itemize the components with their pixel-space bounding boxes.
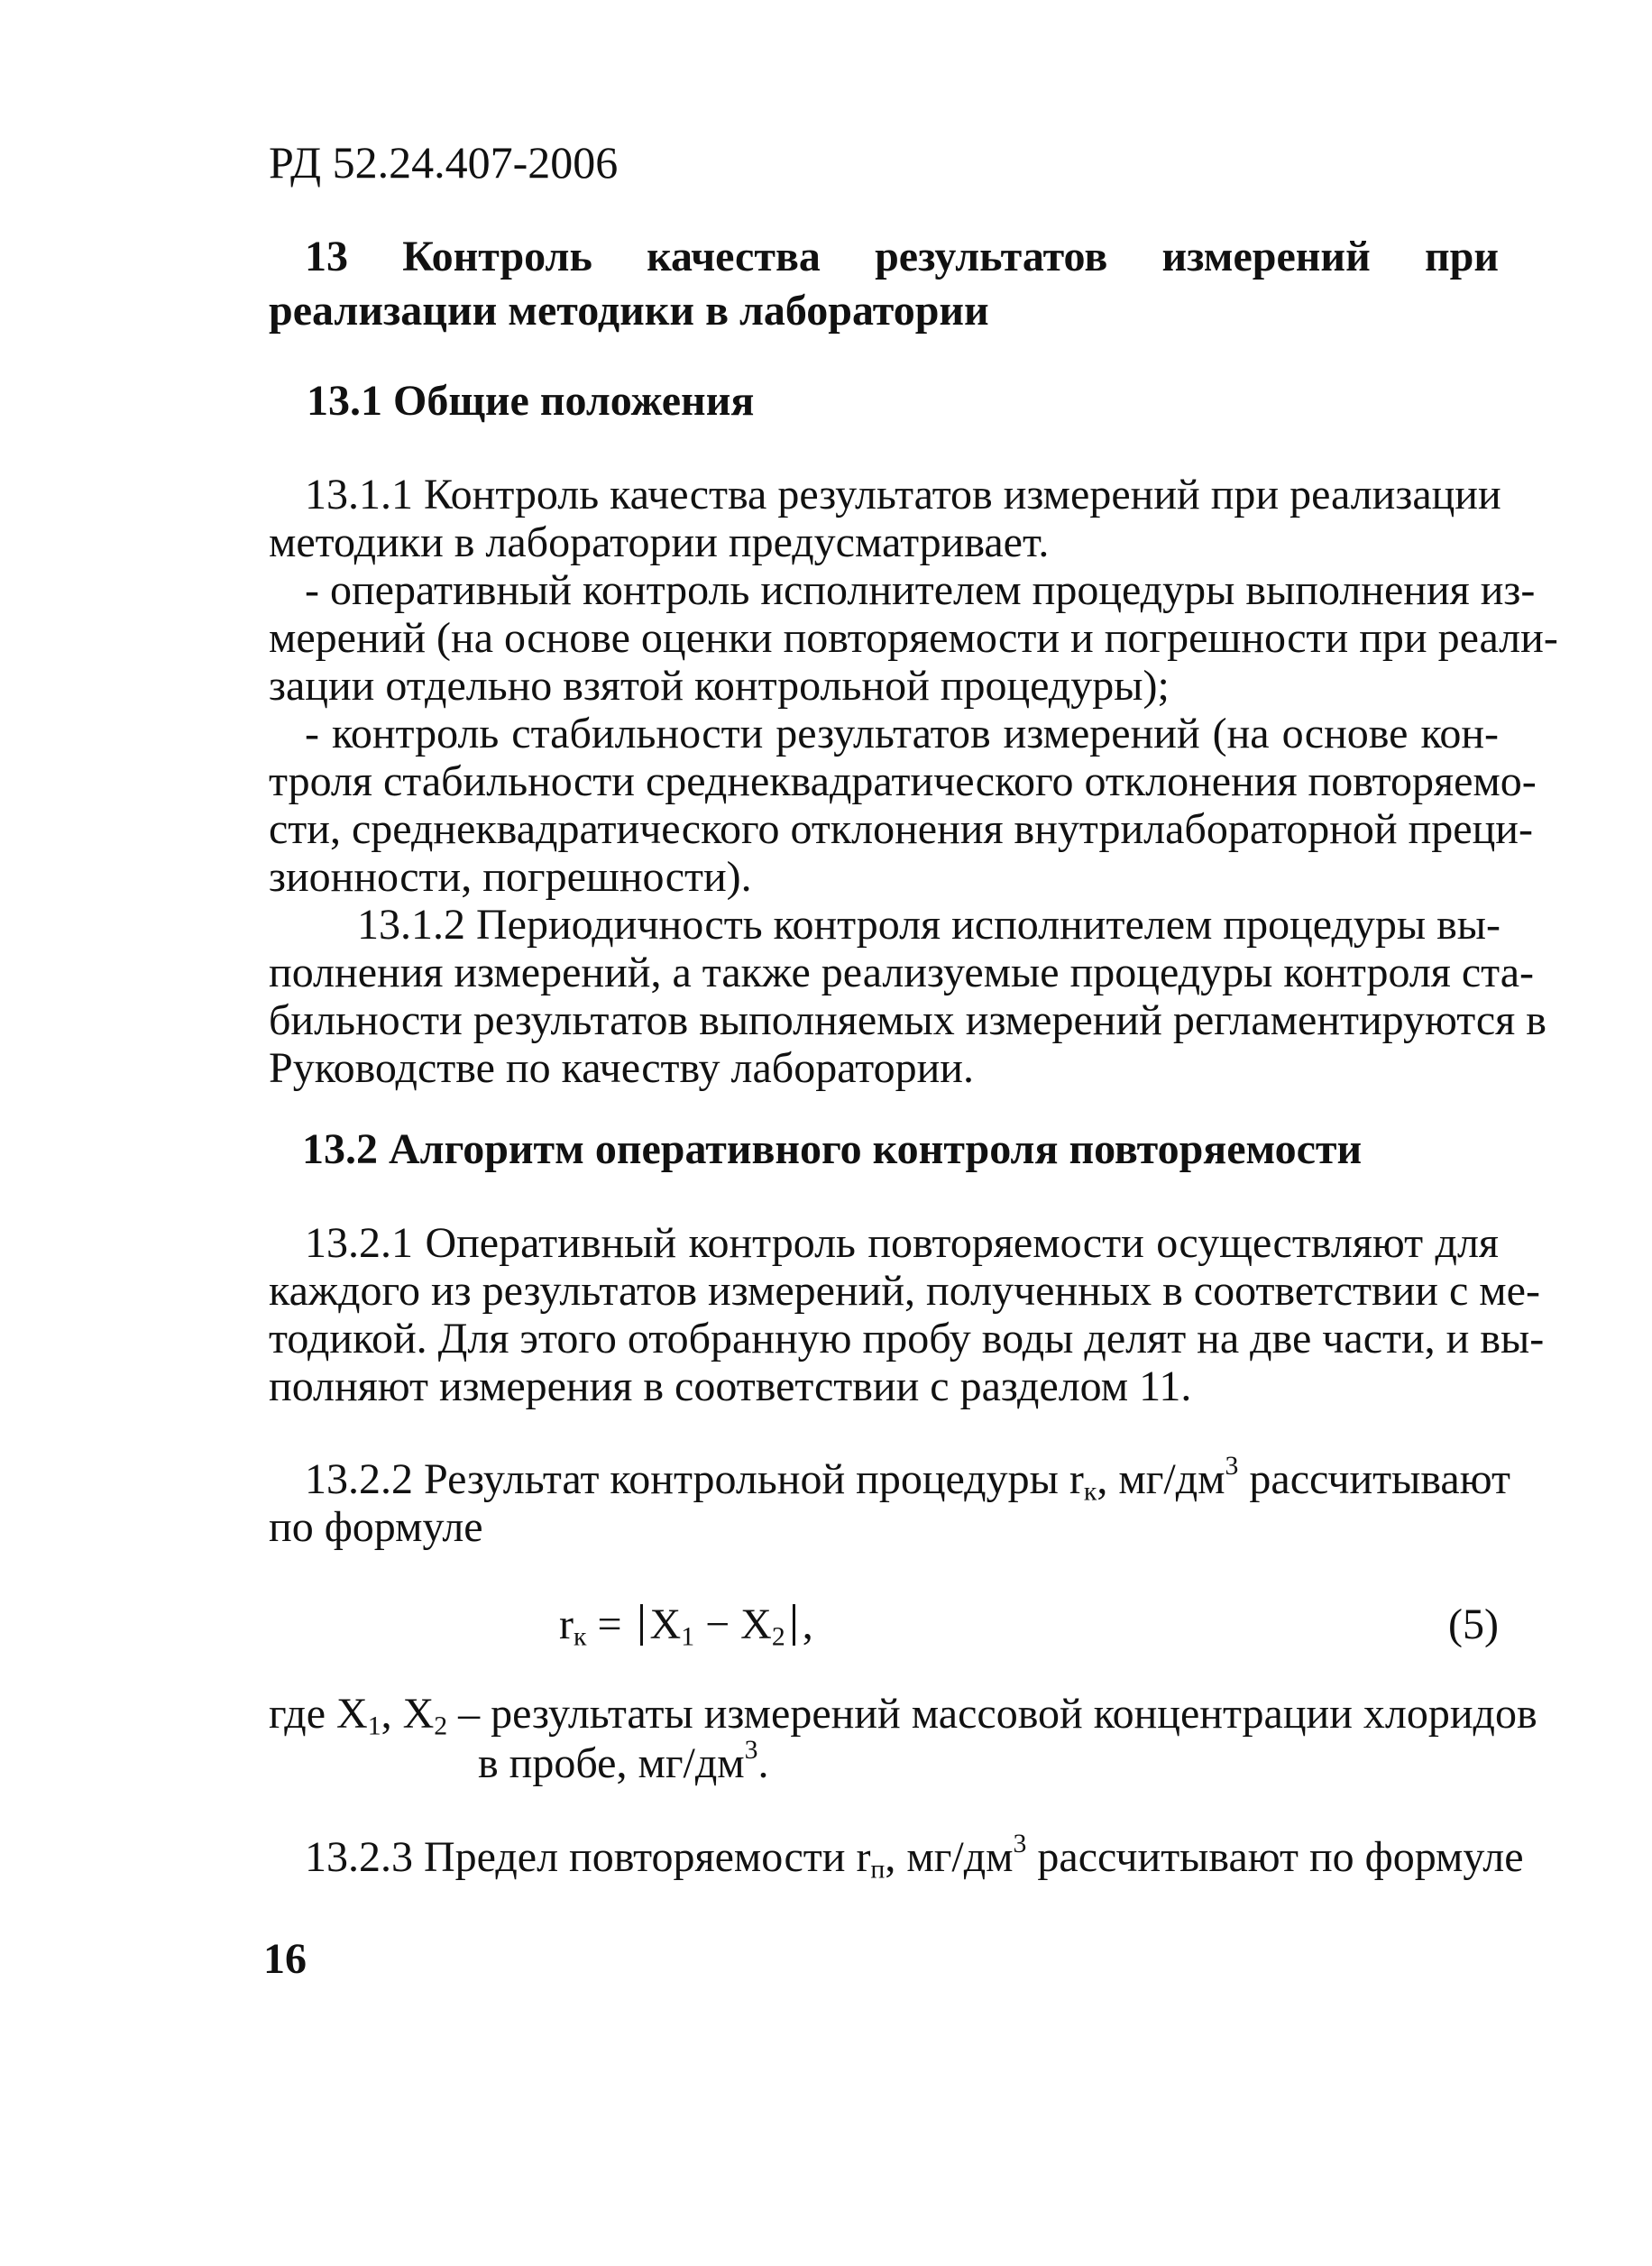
- text-line: сти, среднеквадратического отклонения внутрилабораторной преци-: [269, 805, 1533, 853]
- repeatability-limit-text: [269, 1829, 1524, 1885]
- abs-bar-right: [793, 1604, 795, 1646]
- text-line: каждого из результатов измерений, полученных в соответствии с ме-: [269, 1267, 1540, 1315]
- text-fragment: .: [757, 1739, 769, 1787]
- text-line: зионности, погрешности).: [269, 853, 752, 901]
- formula-symbol: r: [559, 1601, 574, 1648]
- formula-number: (5): [1448, 1601, 1499, 1648]
- text-line: тодикой. Для этого отобранную пробу воды делят на две части, и вы-: [269, 1315, 1545, 1362]
- text-line: зации отдельно взятой контрольной процедуры);: [269, 662, 1170, 710]
- subscript: к: [1083, 1476, 1097, 1507]
- text-line: [269, 1689, 1537, 1741]
- formula-symbol: X: [740, 1601, 772, 1648]
- text-line: бильности результатов выполняемых измерений регламентируются в: [269, 996, 1546, 1044]
- text-line: полняют измерения в соответствии с разделом 11.: [269, 1362, 1192, 1410]
- formula-comma: ,: [802, 1601, 813, 1648]
- superscript: 3: [1013, 1829, 1027, 1859]
- page-number: 16: [263, 1935, 307, 1983]
- formula-expression: [559, 1598, 813, 1652]
- text-line: - оперативный контроль исполнителем процедуры выполнения из-: [305, 566, 1536, 614]
- text-line: 13.1.1 Контроль качества результатов измерений при реализации: [305, 471, 1501, 518]
- subscript: 2: [434, 1711, 448, 1741]
- text-line: 13.1.2 Периодичность контроля исполнителем процедуры вы-: [357, 901, 1501, 949]
- text-line: мерений (на основе оценки повторяемости и погрешности при реали-: [269, 614, 1558, 662]
- subsection-title-general: 13.1 Общие положения: [307, 377, 755, 425]
- document-code: РД 52.24.407-2006: [269, 137, 619, 188]
- text-fragment: рассчитывают по формуле: [1026, 1833, 1524, 1881]
- text-line: методики в лаборатории предусматривает.: [269, 518, 1050, 566]
- subsection-title-algorithm: 13.2 Алгоритм оперативного контроля повторяемости: [302, 1125, 1363, 1173]
- control-result-text: [269, 1451, 1510, 1551]
- formula-minus: −: [694, 1601, 741, 1648]
- text-line: - контроль стабильности результатов измерений (на основе кон-: [305, 710, 1499, 757]
- formula-symbol: X: [649, 1601, 682, 1648]
- text-fragment: 13.2.3 Предел повторяемости r: [305, 1833, 871, 1881]
- text-fragment: , мг/дм: [885, 1833, 1014, 1881]
- superscript: 3: [744, 1735, 758, 1766]
- text-fragment: в пробе, мг/дм: [478, 1739, 745, 1787]
- text-line: [269, 1735, 1499, 1788]
- subscript: п: [870, 1854, 886, 1885]
- text-line: 13.2.1 Оперативный контроль повторяемости осуществляют для: [305, 1219, 1499, 1267]
- text-fragment: , X: [381, 1690, 435, 1738]
- formula-equals: =: [586, 1601, 633, 1648]
- text-fragment: – результаты измерений массовой концентрации хлоридов: [447, 1690, 1537, 1738]
- text-line: [269, 1451, 1510, 1507]
- text-line: троля стабильности среднеквадратического отклонения повторяемо-: [269, 757, 1537, 805]
- section-title: 13 Контроль качества результатов измерений при реализации методики в лаборатории: [269, 233, 1499, 335]
- text-fragment: 13.2.2 Результат контрольной процедуры r: [305, 1455, 1084, 1503]
- formula-legend: [269, 1689, 1537, 1788]
- text-line: Руководстве по качеству лаборатории.: [269, 1044, 974, 1092]
- text-line: полнения измерений, а также реализуемые процедуры контроля ста-: [269, 949, 1535, 996]
- text-fragment: рассчитывают: [1238, 1455, 1510, 1503]
- text-line: по формуле: [269, 1503, 483, 1551]
- general-provisions-text: [269, 471, 1558, 1092]
- superscript: 3: [1225, 1451, 1239, 1482]
- subscript: к: [573, 1621, 587, 1652]
- text-fragment: , мг/дм: [1097, 1455, 1225, 1503]
- formula-5: [269, 1598, 1499, 1652]
- subscript: 2: [771, 1621, 785, 1652]
- operative-control-text: [269, 1219, 1545, 1410]
- subscript: 1: [681, 1621, 695, 1652]
- text-fragment: где X: [269, 1690, 368, 1738]
- subscript: 1: [367, 1711, 381, 1741]
- abs-bar-left: [640, 1604, 643, 1646]
